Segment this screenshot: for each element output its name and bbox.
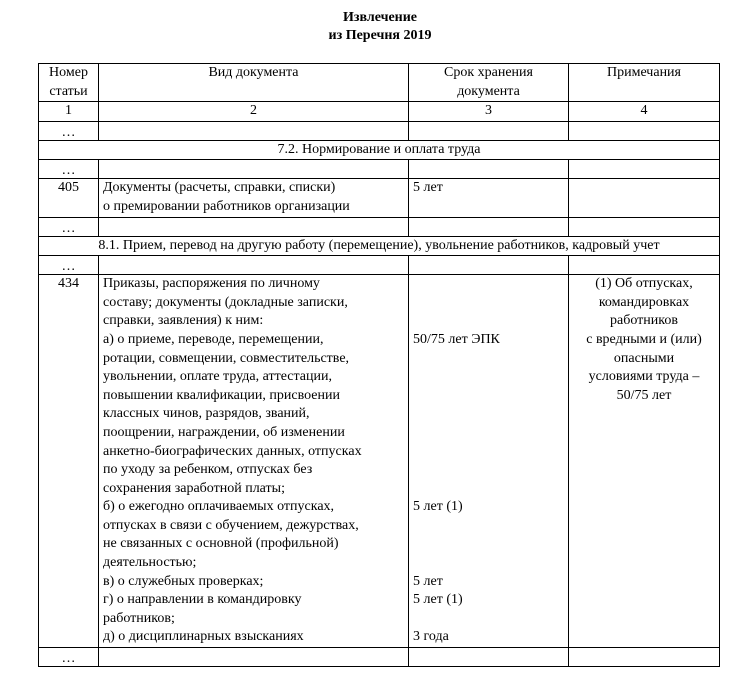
note-line: (1) Об отпусках, [595,276,693,292]
header-doc-type: Вид документа [99,64,409,102]
article-number: 405 [39,179,99,217]
section-row [39,140,720,160]
doc-type-line: увольнении, оплате труда, аттестации, [103,369,332,385]
ellipsis-cell: … [39,121,99,140]
header-period-line-2: документа [457,83,520,99]
column-number-row [39,102,720,122]
header-number [39,64,99,102]
column-number-4: 4 [569,102,720,122]
note-line: опасными [613,350,675,366]
header-number-line-1: Номер [49,65,88,80]
header-row [39,64,720,102]
header-notes: Примечания [569,64,720,102]
column-number-1: 1 [39,102,99,122]
doc-type-line: а) о приеме, переводе, перемещении, [103,331,324,347]
table-row-434 [39,275,720,648]
doc-type-cell [99,179,409,217]
title-line-2: из Перечня 2019 [328,28,432,43]
ellipsis-cell: … [39,160,99,179]
ellipsis-row [39,256,720,275]
ellipsis-cell: … [39,217,99,236]
retention-period: 50/75 лет ЭПК [413,331,500,347]
ellipsis-cell: … [39,648,99,667]
header-number-line-2: статьи [49,83,88,99]
doc-type-line: составу; документы (докладные записки, [103,294,348,310]
ellipsis-cell: … [39,256,99,275]
note-line: с вредными и (или) [586,331,702,347]
header-period [409,64,569,102]
doc-type-line: поощрении, награждении, об изменении [103,424,345,440]
doc-type-line: не связанных с основной (профильной) [103,536,339,552]
ellipsis-row [39,121,720,140]
column-number-2: 2 [99,102,409,122]
doc-type-line: анкетно-биографических данных, отпусках [103,443,362,459]
doc-type-line: по уходу за ребенком, отпусках без [103,462,313,478]
ellipsis-row [39,648,720,667]
doc-type-line: г) о направлении в командировку [103,592,302,608]
title-line-1: Извлечение [342,10,418,25]
retention-period: 5 лет (1) [413,499,463,515]
doc-type-line: деятельностью; [103,555,197,571]
doc-type-line: повышении квалификации, присвоении [103,387,340,403]
doc-type-line: ротации, совмещении, совместительстве, [103,350,350,366]
section-row [39,236,720,256]
retention-period: 5 лет [413,573,443,589]
article-number: 434 [39,275,99,648]
table-row-405 [39,179,720,217]
ellipsis-row [39,160,720,179]
header-period-line-1: Срок хранения [444,65,533,80]
doc-type-line: в) о служебных проверках; [103,573,264,589]
retention-period: 5 лет [409,179,569,217]
doc-type-line: сохранения заработной платы; [103,480,285,496]
column-number-3: 3 [409,102,569,122]
doc-type-line: Приказы, распоряжения по личному [103,276,320,292]
notes-cell [569,275,720,648]
section-heading-8-1: 8.1. Прием, перевод на другую работу (перемещение), увольнение работников, кадровый учет [39,236,720,256]
retention-period-cell [409,275,569,648]
doc-type-line: Документы (расчеты, справки, списки) [103,180,336,196]
retention-period: 3 года [413,629,449,645]
doc-type-line: о премировании работников организации [103,198,350,214]
note-line: условиями труда – [588,369,700,385]
section-heading-7-2: 7.2. Нормирование и оплата труда [39,140,720,160]
ellipsis-row [39,217,720,236]
doc-type-line: справки, заявления) к ним: [103,313,264,329]
retention-period: 5 лет (1) [413,592,463,608]
document-title [0,9,740,45]
doc-type-line: б) о ежегодно оплачиваемых отпусках, [103,499,335,515]
doc-type-line: работников; [103,610,175,626]
retention-table [38,63,720,667]
note-line: командировках [598,294,690,310]
doc-type-line: отпусках в связи с обучением, дежурствах, [103,517,359,533]
doc-type-cell [99,275,409,648]
doc-type-line: д) о дисциплинарных взысканиях [103,629,304,645]
note-line: 50/75 лет [616,387,672,403]
doc-type-line: классных чинов, разрядов, званий, [103,406,310,422]
note-line: работников [610,313,678,329]
